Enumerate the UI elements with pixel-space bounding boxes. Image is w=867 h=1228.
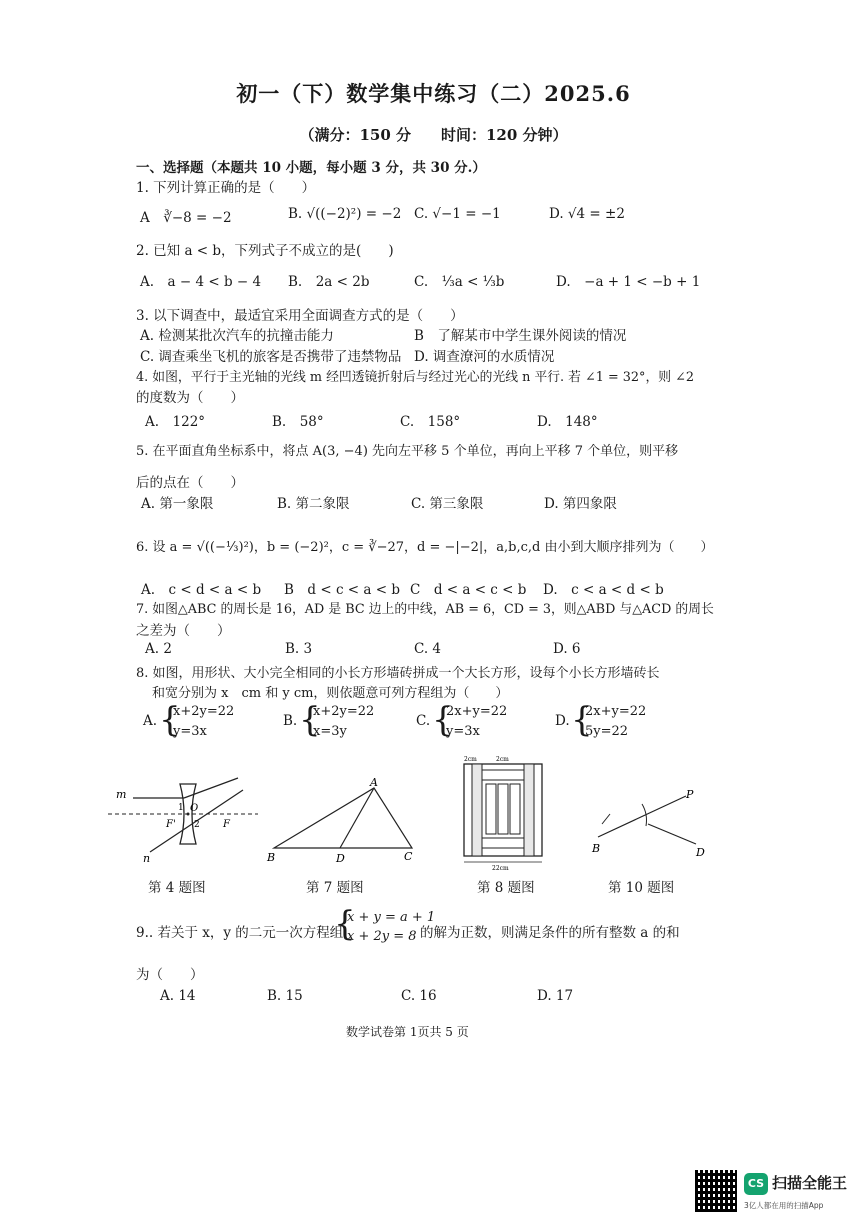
q2-option-c: C. ⅓a < ⅓b <box>414 274 505 290</box>
triangle-abc <box>274 788 412 848</box>
brick-right <box>524 764 534 856</box>
fig7-label-d: D <box>336 852 345 865</box>
brace-glyph: { <box>334 904 356 944</box>
figure-8-bricks <box>460 752 548 872</box>
fig4-label-n: n <box>143 852 151 865</box>
q8-line1: 8. 如图，用形状、大小完全相同的小长方形墙砖拼成一个大长方形，设每个小长方形墙砖长 <box>136 666 660 681</box>
q5-option-d: D. 第四象限 <box>544 496 617 512</box>
q9-suffix: 的解为正数，则满足条件的所有整数 a 的和 <box>420 925 680 941</box>
brace-glyph: { <box>299 700 321 740</box>
q8-option-label: A. <box>143 713 158 729</box>
q8-option-label: C. <box>416 713 431 729</box>
q5-option-a: A. 第一象限 <box>141 496 214 512</box>
q8-eq2: x=3y <box>313 724 347 739</box>
construction-arc <box>602 814 610 824</box>
q9-option-a: A. 14 <box>160 988 196 1004</box>
q3-option-c: C. 调查乘坐飞机的旅客是否携带了违禁物品 <box>140 349 402 365</box>
fig4-label-fprime: F' <box>166 819 176 830</box>
q5-option-b: B. 第二象限 <box>277 496 350 512</box>
q4-option-c: C. 158° <box>400 414 461 430</box>
q8-option-label: D. <box>555 713 570 729</box>
fig10-label-b: B <box>592 842 601 855</box>
fig7-label-b: B <box>267 851 276 864</box>
brick-bottom <box>482 838 524 848</box>
q3-stem: 3. 以下调查中，最适宜采用全面调查方式的是（ ） <box>136 308 464 324</box>
q3-option-b: B 了解某市中学生课外阅读的情况 <box>414 328 627 344</box>
q6-option-c: C d < a < c < b <box>410 582 527 598</box>
fig8-label-2cm-left: 2cm <box>464 756 477 763</box>
q4-line2: 的度数为（ ） <box>136 390 244 406</box>
page-title: 初一（下）数学集中练习（二）2025.6 <box>236 81 631 106</box>
q8-eq2: y=3x <box>446 724 480 739</box>
caption-fig7: 第 7 题图 <box>306 880 364 896</box>
q6-stem: 6. 设 a = √((−⅓)²)，b = (−2)²，c = ∛−27，d = −|−2|，a,b,c,d 由小到大顺序排列为（ ） <box>136 540 714 555</box>
camscanner-tagline: 3亿人都在用的扫描App <box>744 1201 824 1210</box>
q4-option-b: B. 58° <box>272 414 324 430</box>
q7-option-b: B. 3 <box>285 641 313 657</box>
fig10-label-d: D <box>696 846 705 859</box>
q8-eq2: 5y=22 <box>585 724 629 739</box>
brace-glyph: { <box>571 700 593 740</box>
ray-bp <box>598 796 686 837</box>
q9-line2: 为（ ） <box>136 967 204 983</box>
brace-glyph: { <box>432 700 454 740</box>
q5-option-c: C. 第三象限 <box>411 496 484 512</box>
median-ad <box>340 788 374 848</box>
camscanner-name: 扫描全能王 <box>772 1174 848 1192</box>
q9-option-d: D. 17 <box>537 988 574 1004</box>
ray-m-refracted <box>184 778 238 798</box>
q1-stem: 1. 下列计算正确的是（ ） <box>136 180 316 196</box>
q2-option-b: B. 2a < 2b <box>288 274 370 290</box>
page-subtitle: （满分：150 分 时间：120 分钟） <box>299 126 568 144</box>
caption-fig4: 第 4 题图 <box>148 880 206 896</box>
q6-option-d: D. c < a < d < b <box>543 582 664 598</box>
fig7-label-c: C <box>404 850 413 863</box>
q5-line2: 后的点在（ ） <box>136 475 244 491</box>
fig8-label-2cm-top: 2cm <box>496 756 509 763</box>
fig4-label-2: 2 <box>194 820 200 830</box>
q8-eq2: y=3x <box>173 724 207 739</box>
q8-eq1: 2x+y=22 <box>585 704 647 719</box>
fig4-label-1: 1 <box>178 803 184 813</box>
fig7-label-a: A <box>370 776 378 789</box>
figure-7-triangle <box>262 776 422 868</box>
brick-left <box>472 764 482 856</box>
figure-10-construction <box>588 782 712 862</box>
q1-option-d: D. √4 = ±2 <box>549 206 625 222</box>
fig4-label-o: O <box>190 803 199 814</box>
section-heading: 一、选择题（本题共 10 小题，每小题 3 分，共 30 分.） <box>136 160 486 176</box>
q7-option-d: D. 6 <box>553 641 581 657</box>
q9-eq1: x + y = a + 1 <box>347 910 436 925</box>
q7-line2: 之差为（ ） <box>136 623 231 639</box>
q8-option-label: B. <box>283 713 298 729</box>
caption-fig8: 第 8 题图 <box>477 880 535 896</box>
q9-option-c: C. 16 <box>401 988 437 1004</box>
brick-inner-1 <box>486 784 496 834</box>
camscanner-logo: CS <box>744 1173 768 1195</box>
brick-top <box>482 770 524 780</box>
q8-eq1: x+2y=22 <box>313 704 375 719</box>
q1-option-c: C. √−1 = −1 <box>414 206 501 222</box>
q8-line2: 和宽分别为 x cm 和 y cm，则依题意可列方程组为（ ） <box>152 686 509 701</box>
q3-option-a: A. 检测某批次汽车的抗撞击能力 <box>140 328 334 344</box>
fig8-label-22cm: 22cm <box>492 865 509 872</box>
q4-line1: 4. 如图，平行于主光轴的光线 m 经凹透镜折射后与经过光心的光线 n 平行. 若 ∠1 = 32°，则 ∠2 <box>136 370 694 385</box>
q7-option-a: A. 2 <box>145 641 172 657</box>
q9-eq2: x + 2y = 8 <box>347 929 417 944</box>
q3-option-d: D. 调查潦河的水质情况 <box>414 349 555 365</box>
q7-option-c: C. 4 <box>414 641 442 657</box>
brace-glyph: { <box>159 700 181 740</box>
q1-option-a: A ∛−8 = −2 <box>140 210 232 226</box>
q5-line1: 5. 在平面直角坐标系中，将点 A(3, −4) 先向左平移 5 个单位，再向上平移 7 个单位，则平移 <box>136 444 679 459</box>
q9-prefix: 9.. 若关于 x，y 的二元一次方程组 <box>136 925 344 941</box>
q9-option-b: B. 15 <box>267 988 303 1004</box>
q4-option-a: A. 122° <box>145 414 206 430</box>
q6-option-a: A. c < d < a < b <box>141 582 262 598</box>
q2-option-a: A. a − 4 < b − 4 <box>140 274 262 290</box>
brick-inner-3 <box>510 784 520 834</box>
q2-stem: 2. 已知 a < b，下列式子不成立的是( ) <box>136 243 394 259</box>
q8-eq1: x+2y=22 <box>173 704 235 719</box>
q6-option-b: B d < c < a < b <box>284 582 400 598</box>
fig10-label-p: P <box>686 788 694 801</box>
fig4-label-m: m <box>116 788 127 801</box>
brick-inner-2 <box>498 784 508 834</box>
figure-4-lens <box>108 772 268 872</box>
q7-line1: 7. 如图△ABC 的周长是 16，AD 是 BC 边上的中线，AB = 6，CD = 3，则△ABD 与△ACD 的周长 <box>136 602 714 617</box>
q1-option-b: B. √((−2)²) = −2 <box>288 206 402 222</box>
page-footer: 数学试卷第 1页共 5 页 <box>346 1025 469 1039</box>
qr-code <box>695 1170 737 1212</box>
ray-d <box>648 824 696 844</box>
q4-option-d: D. 148° <box>537 414 598 430</box>
caption-fig10: 第 10 题图 <box>608 880 675 896</box>
fig4-label-f: F <box>223 819 230 830</box>
q8-eq1: 2x+y=22 <box>446 704 508 719</box>
q2-option-d: D. −a + 1 < −b + 1 <box>556 274 701 290</box>
